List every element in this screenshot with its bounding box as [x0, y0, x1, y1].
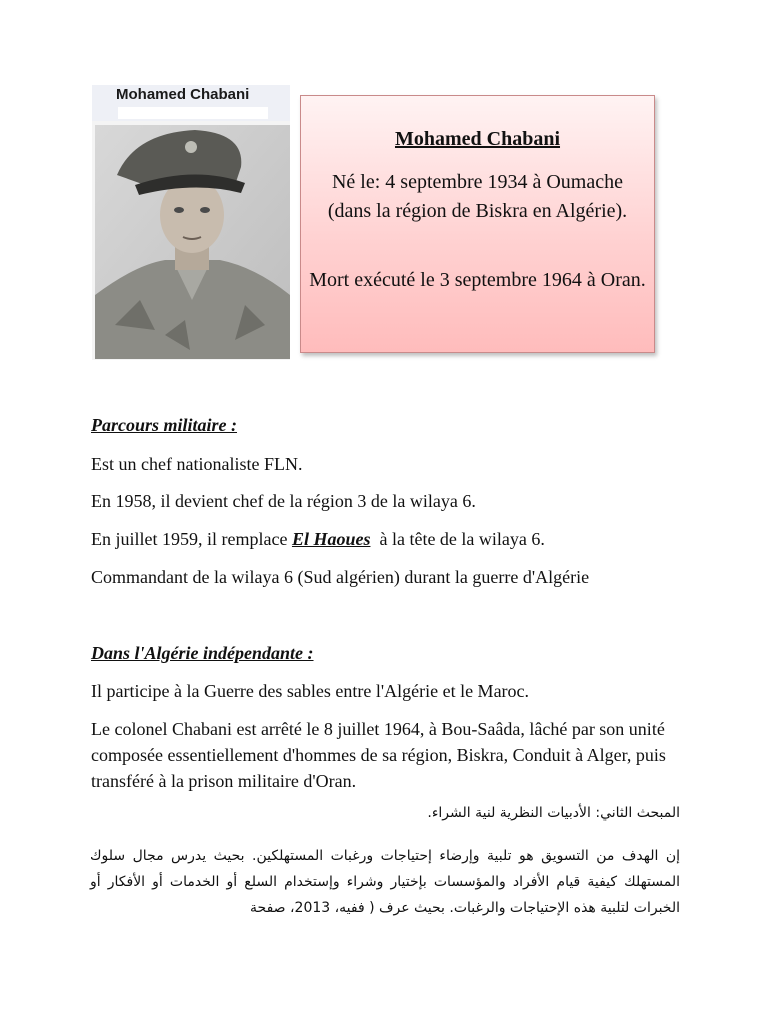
independence-paragraph: Le colonel Chabani est arrêté le 8 juillet 1964, à Bou-Saâda, lâché par son unité composée essentiellement d'hommes de sa région, Biskra, Conduit à Alger, puis transféré à la prison militaire d'Oran.: [91, 719, 666, 791]
military-line-1: Est un chef nationaliste FLN.: [91, 454, 303, 474]
military-line-2: En 1958, il devient chef de la région 3 de la wilaya 6.: [91, 491, 476, 511]
section-heading-independence: Dans l'Algérie indépendante :: [91, 643, 314, 663]
military-line-3: En juillet 1959, il remplace El Haoues à la tête de la wilaya 6.: [91, 529, 545, 549]
photo-caption: Mohamed Chabani: [92, 85, 290, 121]
section-heading-military: Parcours militaire :: [91, 415, 238, 435]
biography-infobox: [300, 95, 655, 353]
independence-line-1: Il participe à la Guerre des sables entre l'Algérie et le Maroc.: [91, 681, 530, 701]
el-haoues-link[interactable]: El Haoues: [291, 529, 371, 549]
arabic-section-title: المبحث الثاني: الأدبيات النظرية لنية الشراء.: [427, 805, 680, 821]
portrait-figure: [92, 85, 290, 360]
infobox-name: Mohamed Chabani: [394, 128, 561, 150]
arabic-paragraph: إن الهدف من التسويق هو تلبية وإرضاء إحتياجات ورغبات المستهلكين. بحيث يدرس مجال سلوك المستهلك كيفية قيام الأفراد والمؤسسات بإختيار وشراء وإستخدام السلع أو الخدمات أو الأفكار أو الخبرات لتلبية هذه الإحتياجات والرغبات. بحيث عرف ( ففيه، 2013، صفحة: [90, 848, 680, 916]
infobox-birth: Né le: 4 septembre 1934 à Oumache (dans la région de Biskra en Algérie).: [327, 171, 628, 222]
portrait-photo: [95, 125, 290, 359]
military-line-4: Commandant de la wilaya 6 (Sud algérien) durant la guerre d'Algérie: [91, 567, 590, 587]
infobox-death: Mort exécuté le 3 septembre 1964 à Oran.: [309, 269, 646, 291]
